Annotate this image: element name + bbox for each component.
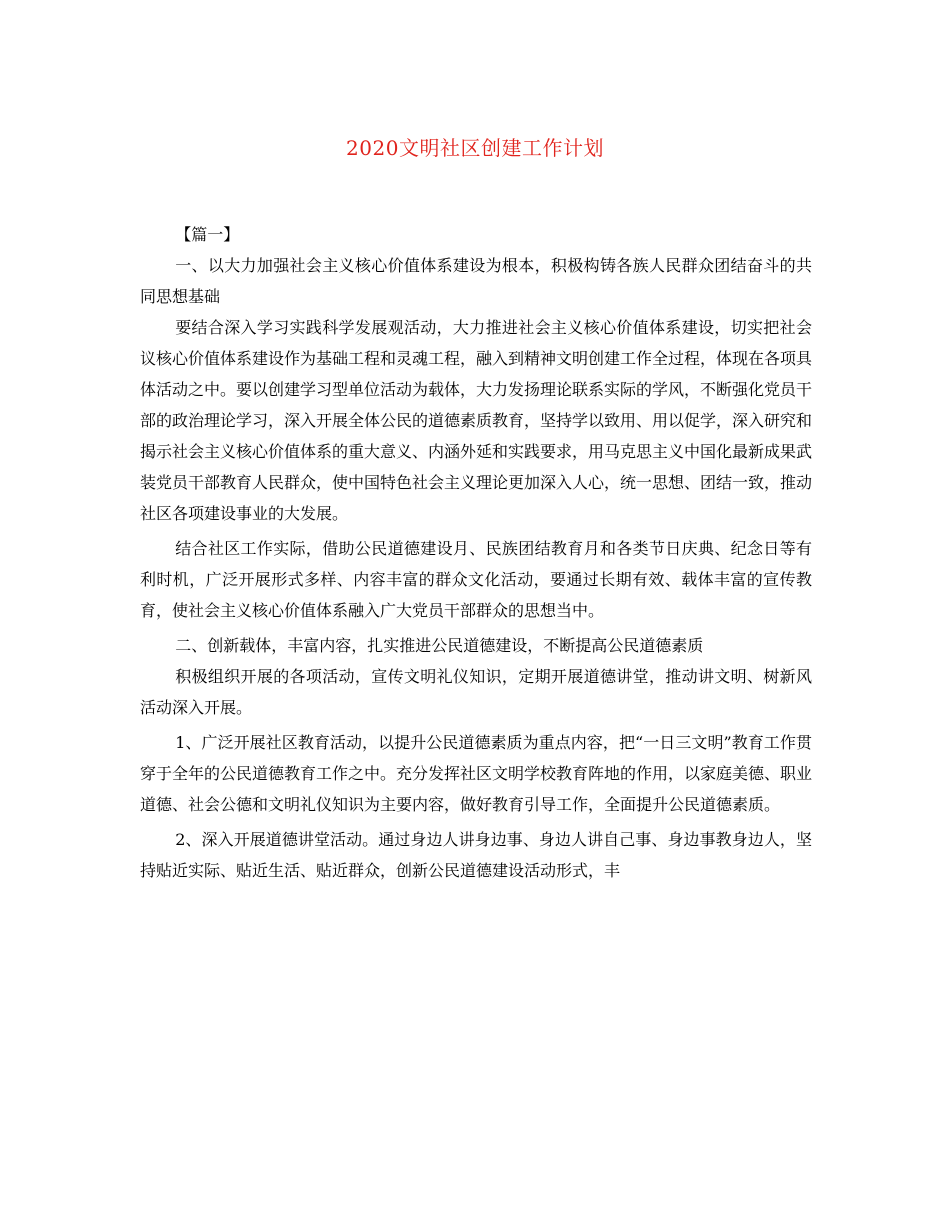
paragraph: 1、广泛开展社区教育活动，以提升公民道德素质为重点内容，把“一日三文明”教育工作贯穿于全年的公民道德教育工作之中。充分发挥社区文明学校教育阵地的作用，以家庭美德、职业道德、社会公德和文明礼仪知识为主要内容，做好教育引导工作，全面提升公民道德素质。: [140, 733, 813, 814]
paragraph: 2、深入开展道德讲堂活动。通过身边人讲身边事、身边人讲自己事、身边事教身边人，坚持贴近实际、贴近生活、贴近群众，创新公民道德建设活动形式，丰: [140, 830, 812, 880]
paragraph: 二、创新载体，丰富内容，扎实推进公民道德建设，不断提高公民道德素质: [175, 636, 704, 655]
document-title: 2020文明社区创建工作计划: [346, 136, 604, 160]
document-body: [140, 219, 812, 886]
paragraph: 要结合深入学习实践科学发展观活动，大力推进社会主义核心价值体系建设，切实把社会议核心价值体系建设作为基础工程和灵魂工程，融入到精神文明创建工作全过程，体现在各项具体活动之中。要以创建学习型单位活动为载体，大力发扬理论联系实际的学风，不断强化党员干部的政治理论学习，深入开展全体公民的道德素质教育，坚持学以致用、用以促学，深入研究和揭示社会主义核心价值体系的重大意义、内涵外延和实践要求，用马克思主义中国化最新成果武装党员干部教育人民群众，使中国特色社会主义理论更加深入人心，统一思想、团结一致，推动社区各项建设事业的大发展。: [140, 318, 813, 523]
paragraph: 积极组织开展的各项活动，宣传文明礼仪知识，定期开展道德讲堂，推动讲文明、树新风活动深入开展。: [140, 667, 812, 717]
paragraph: 结合社区工作实际，借助公民道德建设月、民族团结教育月和各类节日庆典、纪念日等有利时机，广泛开展形式多样、内容丰富的群众文化活动，要通过长期有效、载体丰富的宣传教育，使社会主义核心价值体系融入广大党员干部群众的思想当中。: [140, 539, 812, 620]
paragraph: 一、以大力加强社会主义核心价值体系建设为根本，积极构铸各族人民群众团结奋斗的共同思想基础: [140, 256, 812, 306]
section-heading: 【篇一】: [175, 225, 240, 244]
